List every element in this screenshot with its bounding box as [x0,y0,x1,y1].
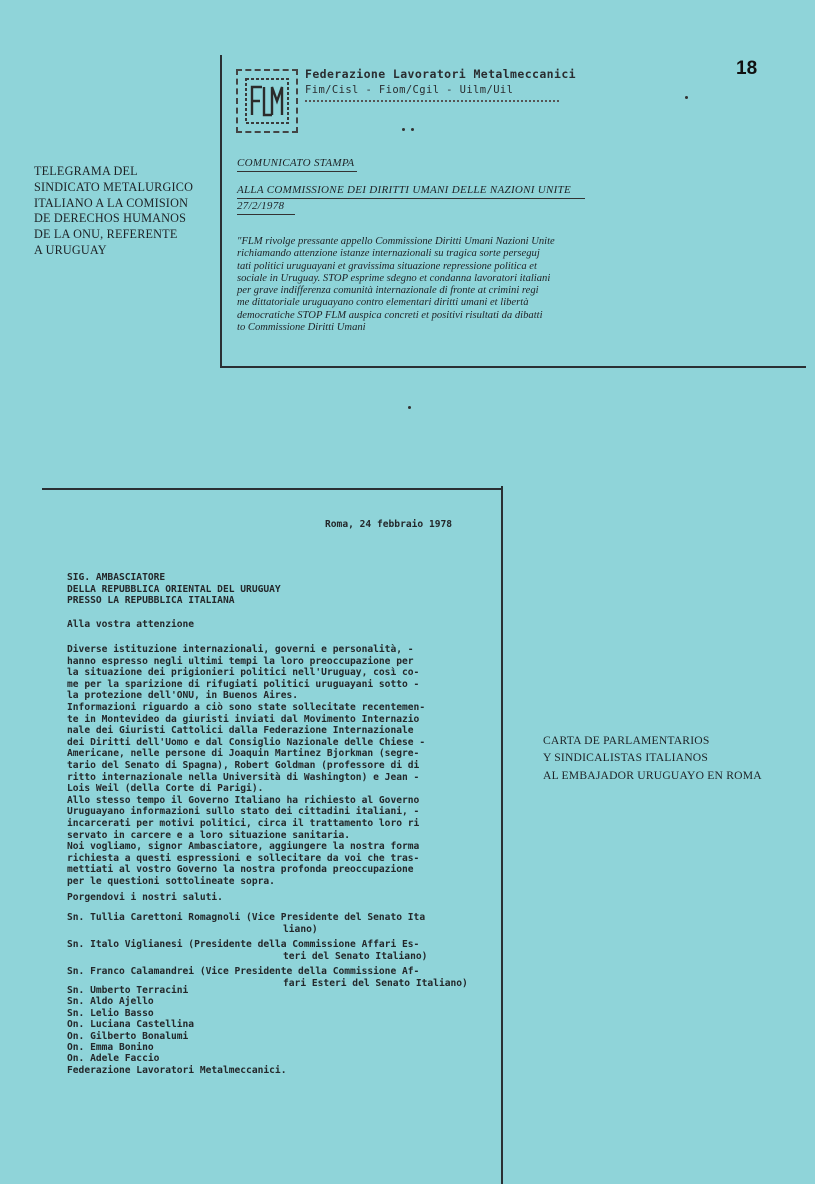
letter-body-line: servato in carcere e a loro situazione sanitaria. [67,829,351,841]
letter-body-line: me per la sparizione di rifugiati politici uruguayani sotto - [67,678,420,690]
date-underline [237,214,295,215]
letter-body-line: nale dei Giuristi Cattolici dalla Federazione Internazionale [67,725,414,737]
speck [408,406,411,409]
letter-body [67,644,425,887]
left-caption-line: DE LA ONU, REFERENTE [34,227,178,242]
signatory-line: On. Adele Faccio [67,1053,160,1065]
right-caption-line: CARTA DE PARLAMENTARIOS [543,734,710,747]
left-caption-line: A URUGUAY [34,242,107,257]
flm-logo [236,69,298,133]
telegram-body [237,236,717,334]
letter-body-line: dei Diritti dell'Uomo e dal Consiglio Nazionale delle Chiese - [67,736,426,748]
signatory-line: On. Emma Bonino [67,1042,154,1054]
signatory-line: On. Luciana Castellina [67,1019,195,1031]
closing-text: Porgendovi i nostri saluti. [67,892,223,903]
signatory-line: Sn. Tullia Carettoni Romagnoli (Vice Presidente del Senato Ita [67,912,426,923]
signatory-line: Sn. Franco Calamandrei (Vice Presidente della Commissione Af- [67,966,420,978]
signatory-line: Sn. Umberto Terracini [67,985,189,996]
letter-body-line: hanno espresso negli ultimi tempi la loro preoccupazione per [67,655,414,667]
telegram-body-line: richiamando attenzione istanze internazionali su tragica sorte perseguj [237,248,540,260]
letter-date-text: Roma, 24 febbraio 1978 [325,519,453,530]
right-caption-line: Y SINDICALISTAS ITALIANOS [543,751,709,765]
letter-body-line: Diverse istituzione internazionali, governi e personalità, - [67,644,414,655]
telegram-body-line: me dittatoriale uruguayano contro elementari diritti umani et libertà [237,297,529,309]
speck [402,128,405,131]
telegram-body-line: sociale in Uruguay. STOP esprime sdegno et condanna lavoratori italiani [237,272,551,284]
letter-body-line: per le questioni sottolineate sopra. [67,875,275,887]
letter-body-line: la situazione dei prigionieri politici nell'Uruguay, così co- [67,667,420,679]
signatory-line: Sn. Italo Viglianesi (Presidente della Commissione Affari Es- [67,939,420,951]
page-number: 18 [736,58,758,79]
signatory-line: Federazione Lavoratori Metalmeccanici. [67,1064,287,1076]
letter-salutation [67,619,194,631]
comunicato-underline [237,171,357,172]
letter-body-line: richiesta a questi espressioni e sollecitare da voi che tras- [67,852,420,864]
flm-logo-mark [242,75,292,127]
left-caption-line: SINDICATO METALURGICO [34,179,194,194]
left-caption-line: TELEGRAMA DEL [34,164,138,178]
addressee-line: PRESSO LA REPUBBLICA ITALIANA [67,595,235,607]
telegram-header-address-line [305,100,559,105]
telegram-body-line: to Commissione Diritti Umani [237,322,366,334]
telegram-body-line: "FLM rivolge pressante appello Commissione Diritti Umani Nazioni Unite [237,236,555,247]
letter-closing [67,892,223,904]
addressee-line: SIG. AMBASCIATORE [67,572,166,583]
telegram-header-subtitle: Fim/Cisl - Fiom/Cgil - Uilm/Uil [305,84,514,96]
letter-body-line: Allo stesso tempo il Governo Italiano ha richiesto al Governo [67,794,420,806]
letter-body-line: Lois Weil (della Corte di Parigi). [67,783,264,795]
recipient-underline [237,198,585,199]
signatory-line: Sn. Aldo Ajello [67,996,154,1008]
signatory-line: On. Gilberto Bonalumi [67,1030,189,1042]
letter-body-line: tario del Senato di Spagna), Robert Goldman (professore di di [67,759,420,771]
letter-date [325,519,452,531]
telegram-left-border [220,55,222,367]
letter-body-line: Americane, nelle persone di Joaquin Martinez Bjorkman (segre- [67,748,420,760]
left-caption-line: DE DERECHOS HUMANOS [34,211,187,226]
letter-body-line: la protezione dell'ONU, in Buenos Aires. [67,690,299,702]
right-caption [543,732,803,784]
letter-body-line: ritto internazionale nella Università di Washington) e Jean - [67,771,420,783]
telegram-body-line: per grave indifferenza comunità internazionale di fronte at crimini regi [237,285,539,297]
telegram-recipient: ALLA COMMISSIONE DEI DIRITTI UMANI DELLE NAZIONI UNITE [237,184,572,196]
telegram-date: 27/2/1978 [237,200,285,212]
telegram-bottom-border [220,366,806,368]
letter-body-line: te in Montevideo da giuristi inviati dal Movimento Internazio [67,713,420,725]
letter-addressee [67,572,281,607]
letter-body-line: Noi vogliamo, signor Ambasciatore, aggiungere la nostra forma [67,841,420,853]
letter-body-line: mettiati al vostro Governo la nostra profonda preoccupazione [67,864,414,876]
left-caption-line: ITALIANO A LA COMISION [34,195,189,210]
letter-body-line: Uruguayano informazioni sullo stato dei cittadini italiani, - [67,806,420,818]
letter-top-border [42,488,502,490]
signatory-line-continuation: teri del Senato Italiano) [283,950,428,962]
speck [685,96,688,99]
signatory-line-continuation: liano) [283,923,318,935]
right-caption-line: AL EMBAJADOR URUGUAYO EN ROMA [543,768,762,782]
signatory-line-continuation: fari Esteri del Senato Italiano) [283,977,468,989]
speck [411,128,414,131]
letter-body-line: incarcerati per motivi politici, circa il trattamento loro ri [67,817,420,829]
telegram-comunicato: COMUNICATO STAMPA [237,157,355,169]
signatories-long [67,912,468,990]
telegram-header-title: Federazione Lavoratori Metalmeccanici [305,67,576,81]
addressee-line: DELLA REPUBBLICA ORIENTAL DEL URUGUAY [67,583,281,595]
left-caption [34,164,214,259]
salutation-text: Alla vostra attenzione [67,619,195,630]
signatories-short [67,985,287,1076]
telegram-body-line: democratiche STOP FLM auspica concreti et positivi risultati da dibatti [237,309,543,321]
telegram-body-line: tati politici uruguayani et gravissima situazione repressione politica et [237,260,537,272]
letter-right-border [501,486,503,1184]
signatory-line: Sn. Lelio Basso [67,1007,154,1019]
letter-body-line: Informazioni riguardo a ciò sono state sollecitate recentemen- [67,701,426,713]
